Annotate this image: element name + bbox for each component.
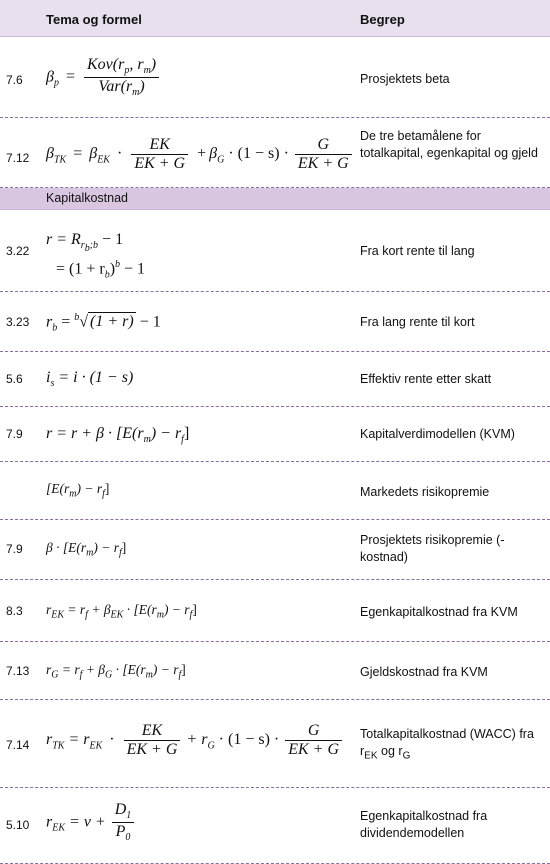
term-description: Fra lang rente til kort [360, 315, 475, 329]
column-header-term: Begrep [360, 12, 405, 27]
formula: $\beta \cdot [E(r_m) - r_f]$ [46, 540, 127, 559]
table-header [0, 0, 550, 37]
term-description: Fra kort rente til lang [360, 244, 475, 258]
term-description: De tre betamålene for totalkapital, egenkapital og gjeld [360, 129, 538, 160]
formula-line-2: = $(1 + r_b)^b - 1$ [56, 259, 146, 281]
formula-ref: 3.23 [6, 315, 30, 329]
table-row [0, 210, 550, 292]
table-row [0, 520, 550, 580]
formula-ref: 7.12 [6, 151, 30, 165]
formula: $\beta_p$ = $Kov(r_p$, $r_m$) $Var(r_m)$ [46, 56, 161, 99]
term-description: Effektiv rente etter skatt [360, 372, 492, 386]
term-description: Markedets risikopremie [360, 485, 490, 499]
table-row [0, 580, 550, 642]
formula: $[E(r_m) - r_f]$ [46, 481, 110, 500]
column-header-topic: Tema og formel [46, 12, 142, 27]
section-header [0, 188, 550, 210]
table-row [0, 118, 550, 188]
formula: $r_{EK} = v$ + $\frac{D_1}{P_0}$ [46, 801, 136, 844]
formula-line-1: $r = R_{r_b;b} - 1$ [46, 231, 124, 255]
formula-ref: 3.22 [6, 244, 30, 258]
formula: $\beta_{TK} = \beta_{EK}$ · $\frac{EK}{EK + G}$ + $\beta_G \cdot (1 - s)$ · $\frac{G}{EK + G}$ [46, 136, 354, 173]
term-description: Egenkapitalkostnad fra KVM [360, 605, 518, 619]
table-row [0, 352, 550, 407]
formula: $r_G = r_f + \beta_G \cdot [E(r_m) - r_f]$ [46, 662, 186, 681]
formula: $r_{EK} = r_f + \beta_{EK} \cdot [E(r_m) - r_f]$ [46, 602, 197, 621]
table-row [0, 642, 550, 700]
term-description: Kapitalverdimodellen (KVM) [360, 427, 515, 441]
table-row [0, 292, 550, 352]
term-description: Totalkapitalkostnad (WACC) fra $r_{EK}$ og $r_G$ [360, 727, 534, 762]
formula: $r = r + \beta \cdot [E(r_m) - r_f]$ [46, 425, 190, 446]
formula: $r_{TK} = r_{EK}$ · $\frac{EK}{EK + G}$ + $r_G \cdot (1 - s)$ · $\frac{G}{EK + G}$ [46, 722, 344, 759]
formula: $i_s = i \cdot (1 - s)$ [46, 369, 134, 390]
formula-ref: 7.6 [6, 73, 23, 87]
formula-ref: 7.9 [6, 542, 23, 556]
table-row [0, 37, 550, 118]
term-description: Prosjektets beta [360, 72, 450, 86]
formula-ref: 7.13 [6, 664, 30, 678]
table-row [0, 462, 550, 520]
table-row [0, 788, 550, 864]
formula-ref: 5.6 [6, 372, 23, 386]
table-row [0, 700, 550, 788]
formula-ref: 8.3 [6, 604, 23, 618]
formula-ref: 7.14 [6, 738, 30, 752]
formula-ref: 7.9 [6, 427, 23, 441]
table-row [0, 407, 550, 462]
formula: $r_b = ^b√$ (1 + r) − 1 [46, 312, 161, 334]
term-description: Prosjektets risikopremie (-kostnad) [360, 533, 505, 564]
formula-ref: 5.10 [6, 818, 30, 832]
term-description: Gjeldskostnad fra KVM [360, 665, 488, 679]
term-description: Egenkapitalkostnad fra dividendemodellen [360, 809, 488, 840]
section-title: Kapitalkostnad [46, 191, 129, 205]
